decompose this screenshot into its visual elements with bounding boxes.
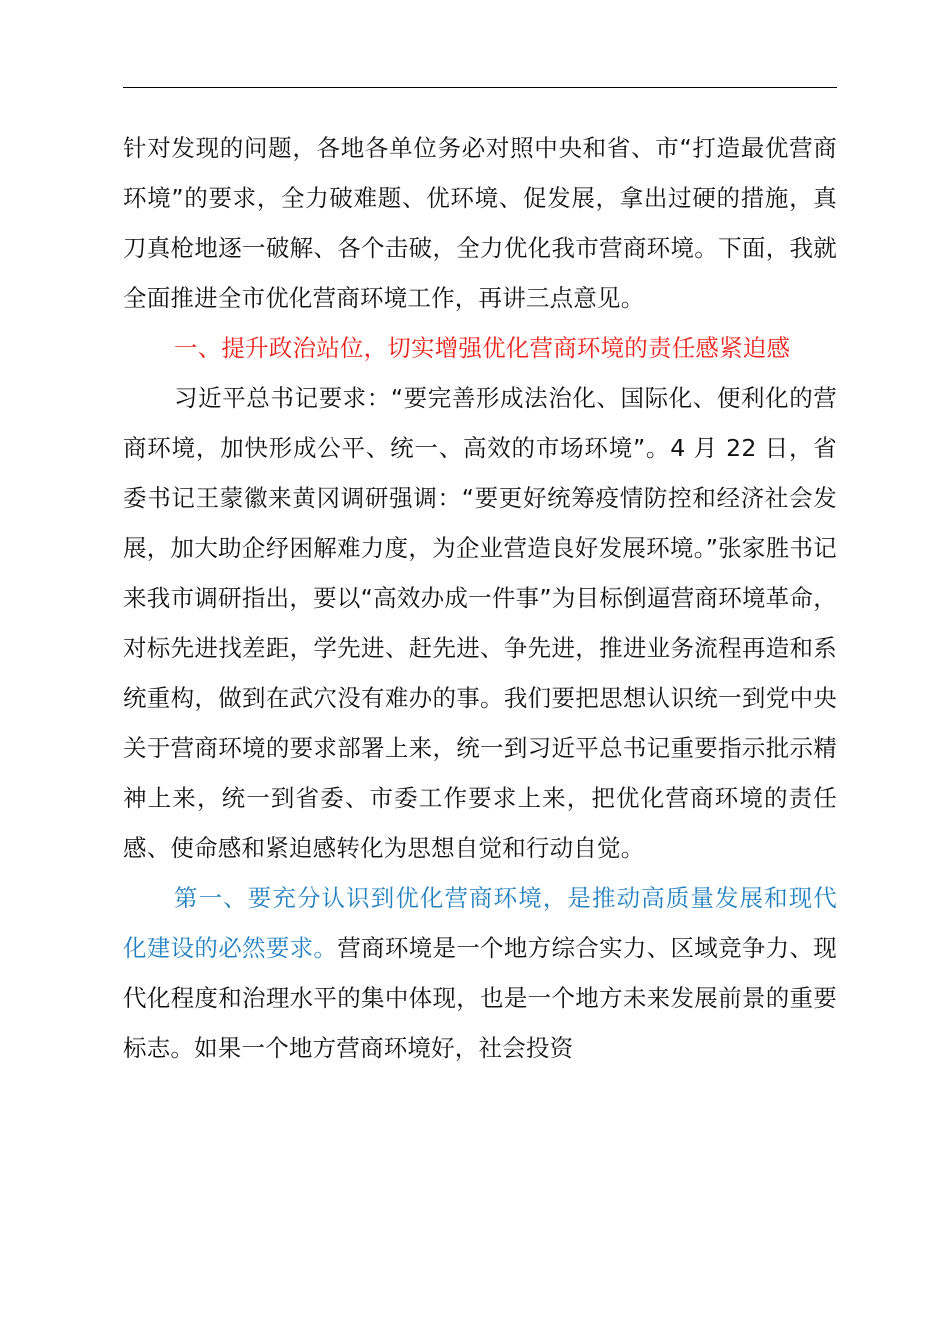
document-body <box>123 123 837 1073</box>
header-rule <box>123 87 837 88</box>
paragraph-requirements: 习近平总书记要求：“要完善形成法治化、国际化、便利化的营商环境，加快形成公平、统一、高效的市场环境”。4 月 22 日，省委书记王蒙徽来黄冈调研强调：“要更好统筹疫情防控和经济社会发展，加大助企纾困解难力度，为企业营造良好发展环境。”张家胜书记来我市调研指出，要以“高效办成一件事”为目标倒逼营商环境革命，对标先进找差距，学先进、赶先进、争先进，推进业务流程再造和系统重构，做到在武穴没有难办的事。我们要把思想认识统一到党中央关于营商环境的要求部署上来，统一到习近平总书记重要指示批示精神上来，统一到省委、市委工作要求上来，把优化营商环境的责任感、使命感和紧迫感转化为思想自觉和行动自觉。 <box>123 384 837 862</box>
paragraph-intro: 针对发现的问题，各地各单位务必对照中央和省、市“打造最优营商环境”的要求，全力破难题、优环境、促发展，拿出过硬的措施，真刀真枪地逐一破解、各个击破，全力优化我市营商环境。下面，我就全面推进全市优化营商环境工作，再讲三点意见。 <box>123 134 837 312</box>
first-point-lead: 第一、要充分认识到优化营商环境，是推动高质量发展和现代化建设的必然要求。 <box>123 884 837 962</box>
first-point-body: 营商环境是一个地方综合实力、区域竞争力、现代化程度和治理水平的集中体现，也是一个地方未来发展前景的重要标志。如果一个地方营商环境好，社会投资 <box>123 934 837 1062</box>
section-heading-1: 一、提升政治站位，切实增强优化营商环境的责任感紧迫感 <box>174 334 791 362</box>
paragraph-first-point <box>123 873 837 1073</box>
